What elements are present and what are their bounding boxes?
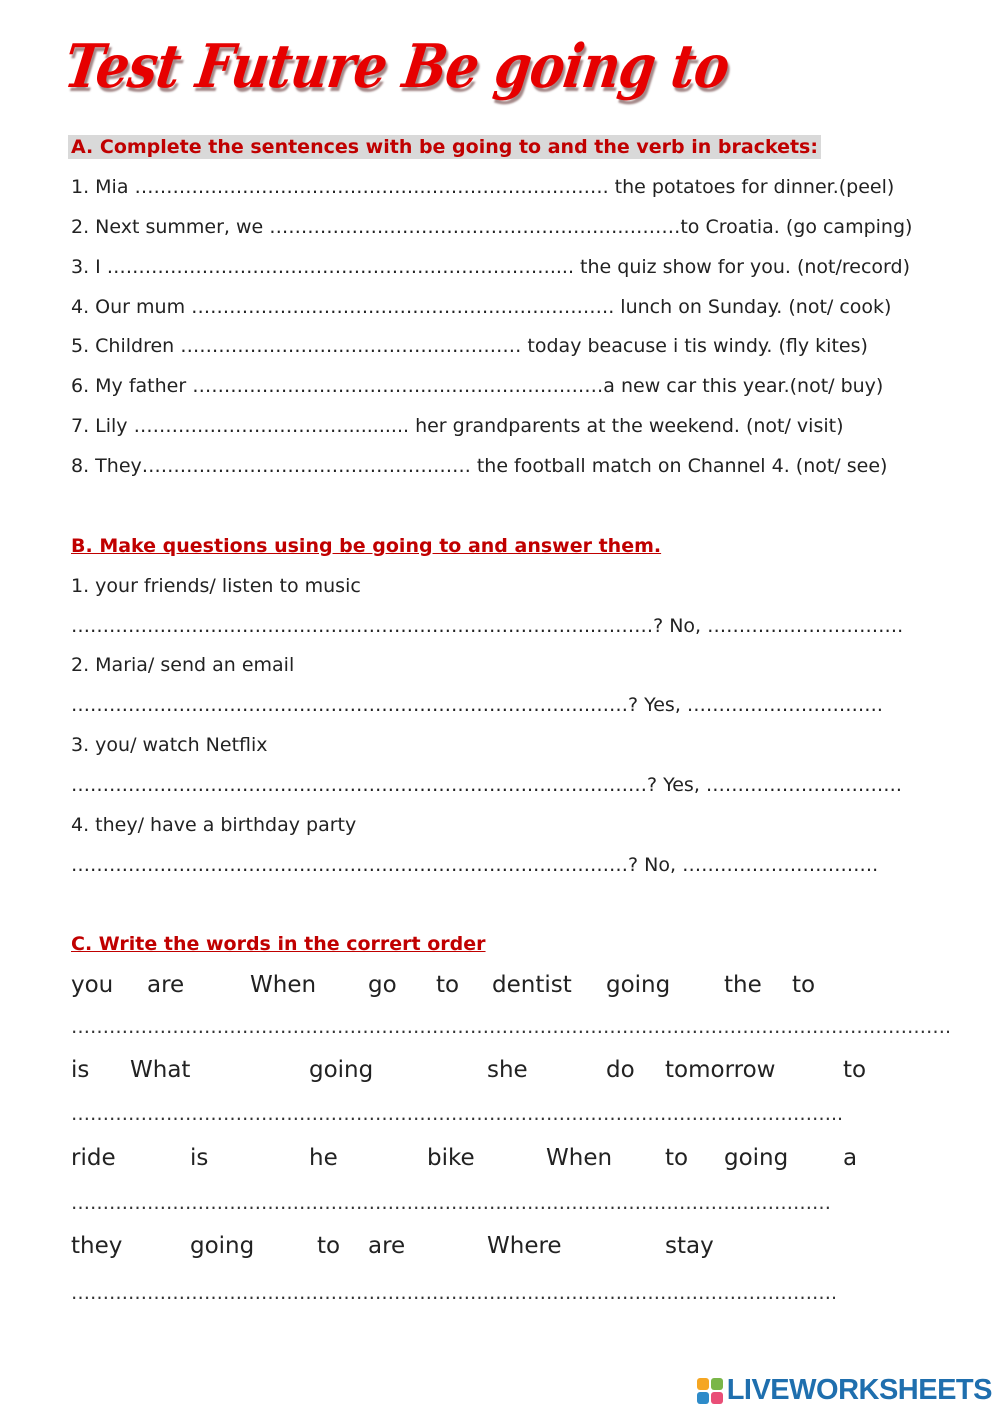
logo-square bbox=[697, 1378, 709, 1390]
scrambled-word: going bbox=[309, 1057, 374, 1083]
section-b-answer-line: ……………………………………………………………………….……? Yes, …………………………. bbox=[71, 694, 883, 716]
answer-line: ………………………………………………………………………………………………………….. bbox=[71, 1103, 844, 1125]
logo-square bbox=[711, 1392, 723, 1404]
section-b-prompt: 2. Maria/ send an email bbox=[71, 654, 295, 676]
logo-square bbox=[711, 1378, 723, 1390]
scrambled-word: going bbox=[724, 1145, 789, 1171]
section-a-heading: A. Complete the sentences with be going to and the verb in brackets: bbox=[68, 135, 821, 159]
section-b-prompt: 3. you/ watch Netflix bbox=[71, 734, 268, 756]
scrambled-word: to bbox=[665, 1145, 689, 1171]
section-b-answer-line: ……………………………………………………………….………………? Yes, …………………………. bbox=[71, 774, 902, 796]
answer-line: ………………………………………………………………………………………………………… bbox=[71, 1192, 831, 1214]
section-a-item: 6. My father ……………………………….….……………………a new car this year.(not/ buy) bbox=[71, 375, 884, 397]
section-a-item: 1. Mia ……………………………………….…………….…………. the potatoes for dinner.(peel) bbox=[71, 176, 895, 198]
section-a-item: 7. Lily ……………………………........... her grandparents at the weekend. (not/ visit) bbox=[71, 415, 844, 437]
scrambled-word: do bbox=[606, 1057, 635, 1083]
scrambled-word: going bbox=[190, 1233, 255, 1259]
scrambled-word: to bbox=[843, 1057, 867, 1083]
scrambled-words-row bbox=[71, 1145, 880, 1177]
scrambled-word: When bbox=[546, 1145, 613, 1171]
liveworksheets-logo[interactable] bbox=[697, 1374, 992, 1407]
scrambled-word: tomorrow bbox=[665, 1057, 776, 1083]
scrambled-word: is bbox=[190, 1145, 209, 1171]
logo-square bbox=[697, 1392, 709, 1404]
section-a-item: 5. Children ……………………..……………….……… today beacuse i tis windy. (fly kites) bbox=[71, 335, 868, 357]
answer-line: …………………………………………………………………………………………………………. bbox=[71, 1282, 838, 1304]
scrambled-word: to bbox=[317, 1233, 341, 1259]
section-a-item: 2. Next summer, we ……………….……………………………….………to Croatia. (go camping) bbox=[71, 216, 913, 238]
scrambled-words-row bbox=[71, 972, 880, 1004]
scrambled-word: bike bbox=[427, 1145, 475, 1171]
scrambled-word: the bbox=[724, 972, 762, 998]
liveworksheets-logo-icon bbox=[697, 1378, 723, 1404]
section-a-item: 3. I …………………………………………….……………….... the quiz show for you. (not/record) bbox=[71, 256, 910, 278]
scrambled-word: a bbox=[843, 1145, 858, 1171]
scrambled-word: Where bbox=[487, 1233, 562, 1259]
scrambled-word: going bbox=[606, 972, 671, 998]
section-b-answer-line: ……………………………………………………………….……………? No, …………………………. bbox=[71, 854, 879, 876]
scrambled-word: are bbox=[147, 972, 185, 998]
section-b-answer-line: ………………………………………………………………………..………? No, …………………………. bbox=[71, 615, 904, 637]
scrambled-word: they bbox=[71, 1233, 123, 1259]
scrambled-words-row bbox=[71, 1233, 880, 1265]
scrambled-word: you bbox=[71, 972, 114, 998]
scrambled-words-row bbox=[71, 1057, 880, 1089]
answer-line: …………………………………………………………………………………………………………………………. bbox=[71, 1016, 952, 1038]
scrambled-word: to bbox=[436, 972, 460, 998]
scrambled-word: dentist bbox=[492, 972, 572, 998]
section-a-item: 4. Our mum ……………….……….……………….………………. lunch on Sunday. (not/ cook) bbox=[71, 296, 892, 318]
section-b-heading: B. Make questions using be going to and answer them. bbox=[71, 535, 662, 557]
section-a-item: 8. They……………………………………………. the football match on Channel 4. (not/ see) bbox=[71, 455, 888, 477]
scrambled-word: ride bbox=[71, 1145, 116, 1171]
section-c-heading: C. Write the words in the corrert order bbox=[71, 933, 486, 955]
scrambled-word: stay bbox=[665, 1233, 714, 1259]
section-b-prompt: 1. your friends/ listen to music bbox=[71, 575, 361, 597]
scrambled-word: he bbox=[309, 1145, 338, 1171]
scrambled-word: she bbox=[487, 1057, 528, 1083]
scrambled-word: is bbox=[71, 1057, 90, 1083]
worksheet-title: Test Future Be going to bbox=[60, 32, 734, 102]
section-b-prompt: 4. they/ have a birthday party bbox=[71, 814, 357, 836]
scrambled-word: When bbox=[250, 972, 317, 998]
scrambled-word: go bbox=[368, 972, 397, 998]
scrambled-word: What bbox=[130, 1057, 191, 1083]
logo-text: LIVEWORKSHEETS bbox=[726, 1374, 992, 1406]
scrambled-word: are bbox=[368, 1233, 406, 1259]
scrambled-word: to bbox=[792, 972, 816, 998]
